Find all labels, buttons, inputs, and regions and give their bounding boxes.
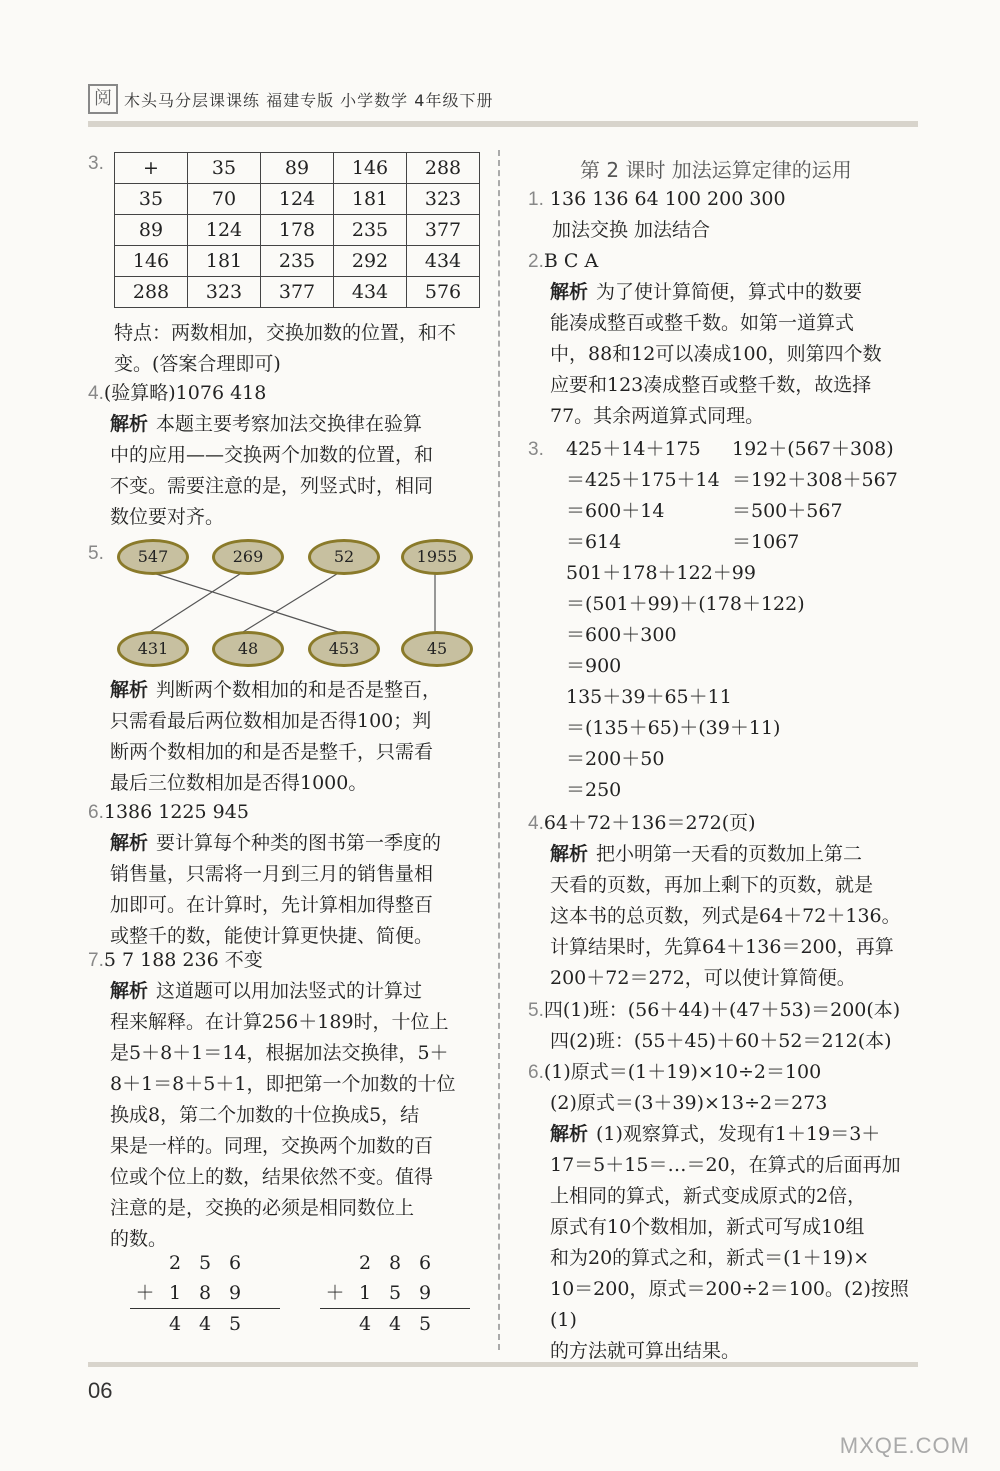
table-cell: 323 <box>188 277 261 308</box>
table-cell: 35 <box>188 153 261 184</box>
calc-line: ＝614 <box>566 531 622 553</box>
right-q5 <box>528 995 938 1057</box>
table-row <box>115 246 480 277</box>
lesson-title: 第 2 课时 加法运算定律的运用 <box>580 158 852 182</box>
table-cell: 89 <box>115 215 188 246</box>
r-q4-jx-line: 这本书的总页数，列式是64＋72＋136。 <box>550 905 901 927</box>
r-q6-jx-line: 原式有10个数相加，新式可写成10组 <box>550 1216 865 1238</box>
table-cell: 434 <box>407 246 480 277</box>
r-q2-jx-line: 77。其余两道算式同理。 <box>550 405 765 427</box>
q7-jx-line: 果是一样的。同理，交换两个加数的百 <box>110 1135 434 1157</box>
r-q2-answer: B C A <box>543 250 599 272</box>
q6-jx-line: 要计算每个种类的图书第一季度的 <box>156 832 442 854</box>
table-cell: 576 <box>407 277 480 308</box>
bottom-number-oval: 453 <box>308 631 380 667</box>
q5-jx-line: 只需看最后两位数相加是否得100；判 <box>110 710 432 732</box>
top-number-oval: 269 <box>212 539 284 575</box>
r-q3-col-b <box>732 434 898 558</box>
left-q3-number: 3. <box>88 153 104 174</box>
r-q6-jx-line: 17＝5＋15＝…＝20，在算式的后面再加 <box>550 1154 901 1176</box>
addition-table-wrap <box>114 152 480 308</box>
q5-jx-line: 断两个数相加的和是否是整千，只需看 <box>110 741 434 763</box>
table-cell: 181 <box>334 184 407 215</box>
q4-jx-line: 不变。需要注意的是，列竖式时，相同 <box>110 475 434 497</box>
q6-jx-line: 加即可。在计算时，先计算相加得整百 <box>110 894 434 916</box>
q7-jx-line: 8＋1＝8＋5＋1，即把第一个加数的十位 <box>110 1073 456 1095</box>
table-cell: 89 <box>261 153 334 184</box>
header-title: 木头马分层课课练 福建专版 小学数学 4年级下册 <box>124 91 494 110</box>
table-cell: 124 <box>261 184 334 215</box>
r-q2-jx-label: 解析 <box>550 281 589 303</box>
calc-line: 135＋39＋65＋11 <box>566 686 732 708</box>
book-logo-icon: 阅 <box>88 84 118 114</box>
q6-number: 6. <box>88 802 104 823</box>
calc-line: ＝(501＋99)＋(178＋122) <box>566 593 805 615</box>
table-row <box>115 277 480 308</box>
r-q4-jx-label: 解析 <box>550 843 589 865</box>
r-q3-rest <box>566 558 805 806</box>
table-cell: 35 <box>115 184 188 215</box>
r-q1-line1: 136 136 64 100 200 300 <box>549 188 786 210</box>
right-q1 <box>528 184 928 246</box>
table-cell: 377 <box>407 215 480 246</box>
right-q6 <box>528 1057 928 1367</box>
r-q6-line2: (2)原式＝(3＋39)×13÷2＝273 <box>550 1092 828 1114</box>
r-q4-jx-line: 把小明第一天看的页数加上第二 <box>596 843 863 865</box>
table-cell: 70 <box>188 184 261 215</box>
q7-jx-line: 注意的是，交换的必须是相同数位上 <box>110 1197 415 1219</box>
calc-line: 501＋178＋122＋99 <box>566 562 756 584</box>
top-number-oval: 52 <box>308 539 380 575</box>
table-cell: 146 <box>115 246 188 277</box>
table-cell: 434 <box>334 277 407 308</box>
q4-number: 4. <box>88 383 104 404</box>
r-q1-number: 1. <box>528 189 544 210</box>
bottom-number-oval: 431 <box>117 631 189 667</box>
table-cell: 377 <box>261 277 334 308</box>
addition-table <box>114 152 480 308</box>
page-header <box>88 80 918 116</box>
top-number-oval: 547 <box>117 539 189 575</box>
page-number: 06 <box>88 1378 113 1403</box>
q5-jx-line: 判断两个数相加的和是否是整百， <box>156 679 442 701</box>
q6-jx-line: 或整千的数，能使计算更快捷、简便。 <box>110 925 434 947</box>
r-q2-jx-line: 中，88和12可以凑成100，则第四个数 <box>550 343 882 365</box>
r-q1-line2: 加法交换 加法结合 <box>552 219 711 241</box>
r-q6-jx-line: 10＝200，原式＝200÷2＝100。(2)按照(1) <box>550 1278 909 1331</box>
column-divider <box>498 150 500 1350</box>
left-q3-note <box>114 318 494 380</box>
r-q4-answer: 64＋72＋136＝272(页) <box>543 812 756 834</box>
r-q5-number: 5. <box>528 1000 544 1021</box>
calc-line: ＝(135＋65)＋(39＋11) <box>566 717 781 739</box>
q7-jx-line: 换成8，第二个加数的十位换成5，结 <box>110 1104 420 1126</box>
calc-line: ＝600＋300 <box>566 624 677 646</box>
q7-jx-line: 的数。 <box>110 1228 168 1250</box>
q7-jx-label: 解析 <box>110 980 149 1002</box>
table-cell: 124 <box>188 215 261 246</box>
calc-line: ＝900 <box>566 655 622 677</box>
calc-line: ＝1067 <box>732 531 800 553</box>
calc-line: ＝192＋308＋567 <box>732 469 898 491</box>
q7-answer: 5 7 188 236 不变 <box>103 949 263 971</box>
table-cell: + <box>115 153 188 184</box>
calc-line: 425＋14＋175 <box>566 438 701 460</box>
match-line <box>150 572 243 632</box>
r-q4-jx-line: 天看的页数，再加上剩下的页数，就是 <box>550 874 874 896</box>
r-q6-jx-label: 解析 <box>550 1123 589 1145</box>
table-cell: 288 <box>407 153 480 184</box>
r-q6-line1: (1)原式＝(1＋19)×10÷2＝100 <box>543 1061 822 1083</box>
r-q6-jx-line: 的方法就可算出结果。 <box>550 1340 741 1362</box>
calc-line: ＝425＋175＋14 <box>566 469 720 491</box>
calc-line: 192＋(567＋308) <box>732 438 894 460</box>
q4-jx-line: 数位要对齐。 <box>110 506 225 528</box>
table-cell: 292 <box>334 246 407 277</box>
r-q2-jx-line: 为了使计算简便，算式中的数要 <box>596 281 863 303</box>
table-cell: 323 <box>407 184 480 215</box>
right-q4 <box>528 808 928 994</box>
watermark: MXQE.COM <box>839 1433 970 1458</box>
q7-jx-line: 位或个位上的数，结果依然不变。值得 <box>110 1166 434 1188</box>
left-q6 <box>88 797 488 952</box>
calc-line: ＝600＋14 <box>566 500 665 522</box>
table-cell: 235 <box>261 246 334 277</box>
q5-jx-line: 最后三位数相加是否得1000。 <box>110 772 368 794</box>
table-row <box>115 153 480 184</box>
r-q5-line1: 四(1)班：(56＋44)＋(47＋53)＝200(本) <box>543 999 901 1021</box>
r-q2-number: 2. <box>528 251 544 272</box>
table-cell: 181 <box>188 246 261 277</box>
r-q6-number: 6. <box>528 1062 544 1083</box>
q4-jx-line: 中的应用——交换两个加数的位置，和 <box>110 444 434 466</box>
q4-jx-label: 解析 <box>110 413 149 435</box>
calc-line: ＝200＋50 <box>566 748 665 770</box>
header-rule <box>88 121 918 127</box>
table-cell: 146 <box>334 153 407 184</box>
table-row <box>115 184 480 215</box>
match-line <box>243 572 340 632</box>
q7-jx-line: 是5＋8＋1＝14，根据加法交换律，5＋ <box>110 1042 449 1064</box>
left-q7 <box>88 945 488 1255</box>
q7-number: 7. <box>88 950 104 971</box>
q7-jx-line: 程来解释。在计算256＋189时，十位上 <box>110 1011 449 1033</box>
bottom-number-oval: 45 <box>401 631 473 667</box>
table-cell: 288 <box>115 277 188 308</box>
r-q4-number: 4. <box>528 813 544 834</box>
q7-jx-line: 这道题可以用加法竖式的计算过 <box>156 980 423 1002</box>
r-q6-jx-line: 上相同的算式，新式变成原式的2倍， <box>550 1185 867 1207</box>
r-q3-col-a <box>566 434 720 558</box>
q4-answer: (验算略)1076 418 <box>103 382 267 404</box>
table-cell: 178 <box>261 215 334 246</box>
q3-note-line2: 变。(答案合理即可) <box>114 353 281 375</box>
r-q2-jx-line: 能凑成整百或整千数。如第一道算式 <box>550 312 855 334</box>
left-q4 <box>88 378 488 533</box>
q5-jx-label: 解析 <box>110 679 149 701</box>
q5-number: 5. <box>88 543 104 564</box>
bottom-number-oval: 48 <box>212 631 284 667</box>
vertical-addition-1: 2 5 6 ＋ 1 8 9 4 4 5 <box>130 1248 280 1339</box>
table-cell: 235 <box>334 215 407 246</box>
calc-line: ＝500＋567 <box>732 500 843 522</box>
r-q6-jx-line: 和为20的算式之和，新式＝(1＋19)× <box>550 1247 870 1269</box>
r-q4-jx-line: 计算结果时，先算64＋136＝200，再算 <box>550 936 894 958</box>
q4-jx-line: 本题主要考察加法交换律在验算 <box>156 413 423 435</box>
q3-note-line1: 特点：两数相加，交换加数的位置，和不 <box>114 322 457 344</box>
q6-jx-label: 解析 <box>110 832 149 854</box>
q6-answer: 1386 1225 945 <box>103 801 249 823</box>
vertical-addition-2: 2 8 6 ＋ 1 5 9 4 4 5 <box>320 1248 470 1339</box>
r-q3-number: 3. <box>528 439 544 460</box>
r-q4-jx-line: 200＋72＝272，可以使计算简便。 <box>550 967 856 989</box>
left-q5-jx <box>110 675 495 799</box>
q6-jx-line: 销售量，只需将一月到三月的销售量相 <box>110 863 434 885</box>
top-number-oval: 1955 <box>401 539 473 575</box>
footer-rule <box>88 1362 918 1367</box>
calc-line: ＝250 <box>566 779 622 801</box>
r-q6-jx-line: (1)观察算式，发现有1＋19＝3＋ <box>596 1123 881 1145</box>
right-q2 <box>528 246 928 432</box>
table-row <box>115 215 480 246</box>
r-q2-jx-line: 应要和123凑成整百或整千数，故选择 <box>550 374 872 396</box>
r-q5-line2: 四(2)班：(55＋45)＋60＋52＝212(本) <box>550 1030 892 1052</box>
match-line <box>150 572 338 632</box>
